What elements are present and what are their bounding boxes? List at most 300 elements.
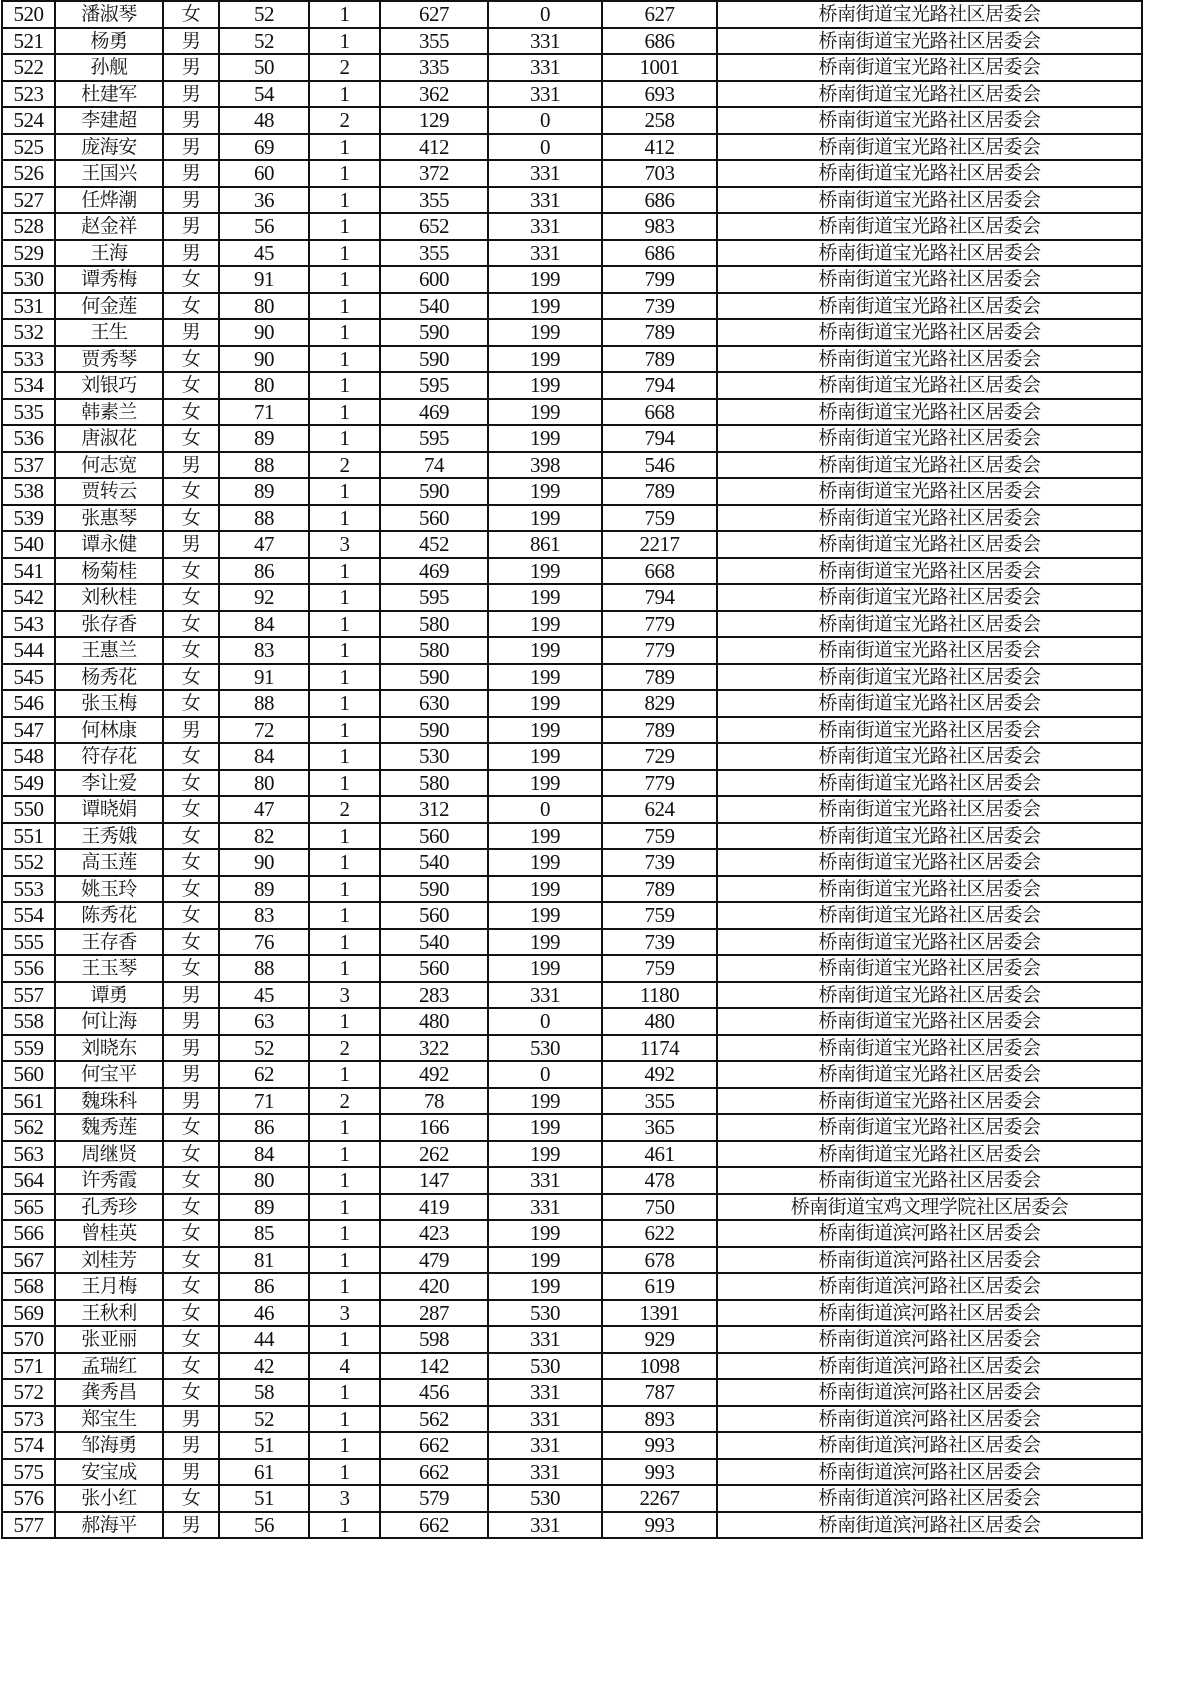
total-amount-cell: 789 [602, 478, 717, 505]
table-row [2, 1088, 1142, 1115]
row-number-cell: 525 [2, 134, 55, 161]
table-row [2, 54, 1142, 81]
age-cell: 76 [219, 929, 309, 956]
community-cell: 桥南街道宝光路社区居委会 [717, 160, 1142, 187]
community-cell: 桥南街道滨河路社区居委会 [717, 1432, 1142, 1459]
row-number-cell: 533 [2, 346, 55, 373]
total-amount-cell: 893 [602, 1406, 717, 1433]
amount-a-cell: 420 [380, 1273, 488, 1300]
gender-cell: 女 [163, 611, 219, 638]
community-cell: 桥南街道宝光路社区居委会 [717, 1, 1142, 28]
name-cell: 谭秀梅 [55, 266, 163, 293]
amount-a-cell: 540 [380, 293, 488, 320]
amount-b-cell: 199 [488, 611, 602, 638]
amount-a-cell: 419 [380, 1194, 488, 1221]
gender-cell: 男 [163, 982, 219, 1009]
age-cell: 90 [219, 319, 309, 346]
community-cell: 桥南街道宝光路社区居委会 [717, 1008, 1142, 1035]
household-size-cell: 3 [309, 531, 380, 558]
community-cell: 桥南街道宝光路社区居委会 [717, 955, 1142, 982]
table-row [2, 1273, 1142, 1300]
row-number-cell: 563 [2, 1141, 55, 1168]
name-cell: 何金莲 [55, 293, 163, 320]
name-cell: 刘秋桂 [55, 584, 163, 611]
total-amount-cell: 619 [602, 1273, 717, 1300]
gender-cell: 男 [163, 1088, 219, 1115]
household-size-cell: 1 [309, 1247, 380, 1274]
row-number-cell: 530 [2, 266, 55, 293]
total-amount-cell: 480 [602, 1008, 717, 1035]
row-number-cell: 558 [2, 1008, 55, 1035]
table-row [2, 1, 1142, 28]
name-cell: 孔秀珍 [55, 1194, 163, 1221]
amount-b-cell: 199 [488, 266, 602, 293]
amount-b-cell: 199 [488, 1247, 602, 1274]
name-cell: 邹海勇 [55, 1432, 163, 1459]
name-cell: 张小红 [55, 1485, 163, 1512]
gender-cell: 女 [163, 955, 219, 982]
age-cell: 88 [219, 452, 309, 479]
amount-b-cell: 398 [488, 452, 602, 479]
table-row [2, 796, 1142, 823]
age-cell: 52 [219, 1035, 309, 1062]
household-size-cell: 2 [309, 1088, 380, 1115]
household-size-cell: 1 [309, 213, 380, 240]
amount-a-cell: 580 [380, 637, 488, 664]
community-cell: 桥南街道宝光路社区居委会 [717, 584, 1142, 611]
total-amount-cell: 492 [602, 1061, 717, 1088]
name-cell: 张存香 [55, 611, 163, 638]
household-size-cell: 1 [309, 240, 380, 267]
amount-b-cell: 199 [488, 1088, 602, 1115]
row-number-cell: 555 [2, 929, 55, 956]
amount-a-cell: 590 [380, 478, 488, 505]
household-size-cell: 1 [309, 823, 380, 850]
table-row [2, 1061, 1142, 1088]
row-number-cell: 547 [2, 717, 55, 744]
name-cell: 赵金祥 [55, 213, 163, 240]
amount-b-cell: 331 [488, 240, 602, 267]
name-cell: 李让爱 [55, 770, 163, 797]
household-size-cell: 1 [309, 876, 380, 903]
age-cell: 88 [219, 505, 309, 532]
amount-b-cell: 331 [488, 1194, 602, 1221]
name-cell: 周继贤 [55, 1141, 163, 1168]
amount-a-cell: 372 [380, 160, 488, 187]
amount-a-cell: 562 [380, 1406, 488, 1433]
amount-b-cell: 199 [488, 717, 602, 744]
community-cell: 桥南街道宝光路社区居委会 [717, 372, 1142, 399]
row-number-cell: 562 [2, 1114, 55, 1141]
household-size-cell: 1 [309, 28, 380, 55]
table-row [2, 823, 1142, 850]
total-amount-cell: 993 [602, 1459, 717, 1486]
name-cell: 孙舰 [55, 54, 163, 81]
row-number-cell: 541 [2, 558, 55, 585]
table-row [2, 1512, 1142, 1539]
household-size-cell: 1 [309, 319, 380, 346]
household-size-cell: 1 [309, 293, 380, 320]
name-cell: 何志宽 [55, 452, 163, 479]
amount-a-cell: 560 [380, 505, 488, 532]
gender-cell: 男 [163, 1008, 219, 1035]
row-number-cell: 549 [2, 770, 55, 797]
row-number-cell: 576 [2, 1485, 55, 1512]
age-cell: 91 [219, 664, 309, 691]
row-number-cell: 546 [2, 690, 55, 717]
total-amount-cell: 1098 [602, 1353, 717, 1380]
total-amount-cell: 759 [602, 955, 717, 982]
name-cell: 任烨潮 [55, 187, 163, 214]
gender-cell: 女 [163, 1, 219, 28]
age-cell: 60 [219, 160, 309, 187]
amount-b-cell: 199 [488, 1141, 602, 1168]
gender-cell: 女 [163, 743, 219, 770]
amount-a-cell: 78 [380, 1088, 488, 1115]
table-row [2, 81, 1142, 108]
amount-b-cell: 199 [488, 929, 602, 956]
gender-cell: 男 [163, 319, 219, 346]
gender-cell: 女 [163, 770, 219, 797]
total-amount-cell: 794 [602, 425, 717, 452]
age-cell: 83 [219, 902, 309, 929]
row-number-cell: 573 [2, 1406, 55, 1433]
total-amount-cell: 799 [602, 266, 717, 293]
table-row [2, 452, 1142, 479]
amount-a-cell: 662 [380, 1432, 488, 1459]
age-cell: 36 [219, 187, 309, 214]
total-amount-cell: 678 [602, 1247, 717, 1274]
row-number-cell: 577 [2, 1512, 55, 1539]
gender-cell: 男 [163, 1406, 219, 1433]
row-number-cell: 569 [2, 1300, 55, 1327]
household-size-cell: 1 [309, 770, 380, 797]
row-number-cell: 522 [2, 54, 55, 81]
amount-a-cell: 355 [380, 28, 488, 55]
amount-a-cell: 590 [380, 346, 488, 373]
total-amount-cell: 789 [602, 346, 717, 373]
community-cell: 桥南街道宝光路社区居委会 [717, 902, 1142, 929]
community-cell: 桥南街道宝光路社区居委会 [717, 1114, 1142, 1141]
gender-cell: 女 [163, 425, 219, 452]
community-cell: 桥南街道滨河路社区居委会 [717, 1326, 1142, 1353]
total-amount-cell: 546 [602, 452, 717, 479]
community-cell: 桥南街道滨河路社区居委会 [717, 1406, 1142, 1433]
table-row [2, 1300, 1142, 1327]
amount-b-cell: 331 [488, 1432, 602, 1459]
row-number-cell: 536 [2, 425, 55, 452]
gender-cell: 男 [163, 1432, 219, 1459]
community-cell: 桥南街道宝光路社区居委会 [717, 28, 1142, 55]
name-cell: 谭勇 [55, 982, 163, 1009]
community-cell: 桥南街道宝鸡文理学院社区居委会 [717, 1194, 1142, 1221]
name-cell: 韩素兰 [55, 399, 163, 426]
amount-a-cell: 312 [380, 796, 488, 823]
total-amount-cell: 2217 [602, 531, 717, 558]
community-cell: 桥南街道宝光路社区居委会 [717, 717, 1142, 744]
community-cell: 桥南街道宝光路社区居委会 [717, 743, 1142, 770]
age-cell: 61 [219, 1459, 309, 1486]
community-cell: 桥南街道宝光路社区居委会 [717, 425, 1142, 452]
total-amount-cell: 412 [602, 134, 717, 161]
row-number-cell: 552 [2, 849, 55, 876]
household-size-cell: 1 [309, 743, 380, 770]
amount-a-cell: 355 [380, 187, 488, 214]
total-amount-cell: 759 [602, 902, 717, 929]
table-row [2, 266, 1142, 293]
community-cell: 桥南街道宝光路社区居委会 [717, 107, 1142, 134]
row-number-cell: 571 [2, 1353, 55, 1380]
name-cell: 孟瑞红 [55, 1353, 163, 1380]
total-amount-cell: 355 [602, 1088, 717, 1115]
amount-b-cell: 331 [488, 81, 602, 108]
household-size-cell: 1 [309, 266, 380, 293]
name-cell: 何林康 [55, 717, 163, 744]
community-cell: 桥南街道滨河路社区居委会 [717, 1353, 1142, 1380]
total-amount-cell: 478 [602, 1167, 717, 1194]
table-row [2, 1406, 1142, 1433]
community-cell: 桥南街道宝光路社区居委会 [717, 823, 1142, 850]
age-cell: 85 [219, 1220, 309, 1247]
amount-a-cell: 322 [380, 1035, 488, 1062]
row-number-cell: 557 [2, 982, 55, 1009]
total-amount-cell: 2267 [602, 1485, 717, 1512]
name-cell: 唐淑花 [55, 425, 163, 452]
name-cell: 刘晓东 [55, 1035, 163, 1062]
amount-b-cell: 331 [488, 160, 602, 187]
table-row [2, 1459, 1142, 1486]
name-cell: 王惠兰 [55, 637, 163, 664]
age-cell: 46 [219, 1300, 309, 1327]
community-cell: 桥南街道滨河路社区居委会 [717, 1273, 1142, 1300]
household-size-cell: 1 [309, 637, 380, 664]
household-size-cell: 1 [309, 1379, 380, 1406]
amount-a-cell: 560 [380, 823, 488, 850]
table-row [2, 982, 1142, 1009]
table-row [2, 1432, 1142, 1459]
row-number-cell: 545 [2, 664, 55, 691]
amount-b-cell: 199 [488, 558, 602, 585]
row-number-cell: 543 [2, 611, 55, 638]
household-size-cell: 1 [309, 717, 380, 744]
household-size-cell: 1 [309, 1220, 380, 1247]
name-cell: 贾秀琴 [55, 346, 163, 373]
total-amount-cell: 787 [602, 1379, 717, 1406]
table-row [2, 107, 1142, 134]
household-size-cell: 3 [309, 1485, 380, 1512]
household-size-cell: 1 [309, 955, 380, 982]
table-row [2, 505, 1142, 532]
amount-a-cell: 560 [380, 955, 488, 982]
household-size-cell: 3 [309, 1300, 380, 1327]
row-number-cell: 526 [2, 160, 55, 187]
community-cell: 桥南街道宝光路社区居委会 [717, 876, 1142, 903]
community-cell: 桥南街道宝光路社区居委会 [717, 1061, 1142, 1088]
row-number-cell: 523 [2, 81, 55, 108]
community-cell: 桥南街道宝光路社区居委会 [717, 346, 1142, 373]
amount-b-cell: 199 [488, 319, 602, 346]
row-number-cell: 561 [2, 1088, 55, 1115]
amount-a-cell: 335 [380, 54, 488, 81]
row-number-cell: 537 [2, 452, 55, 479]
community-cell: 桥南街道滨河路社区居委会 [717, 1247, 1142, 1274]
household-size-cell: 1 [309, 690, 380, 717]
table-row [2, 531, 1142, 558]
community-cell: 桥南街道宝光路社区居委会 [717, 319, 1142, 346]
name-cell: 杜建军 [55, 81, 163, 108]
amount-b-cell: 331 [488, 1406, 602, 1433]
gender-cell: 女 [163, 1353, 219, 1380]
age-cell: 88 [219, 690, 309, 717]
name-cell: 王玉琴 [55, 955, 163, 982]
gender-cell: 女 [163, 346, 219, 373]
household-size-cell: 3 [309, 982, 380, 1009]
gender-cell: 女 [163, 664, 219, 691]
amount-b-cell: 331 [488, 1326, 602, 1353]
age-cell: 52 [219, 1406, 309, 1433]
community-cell: 桥南街道滨河路社区居委会 [717, 1220, 1142, 1247]
amount-a-cell: 595 [380, 584, 488, 611]
name-cell: 曾桂英 [55, 1220, 163, 1247]
age-cell: 81 [219, 1247, 309, 1274]
amount-a-cell: 74 [380, 452, 488, 479]
age-cell: 90 [219, 346, 309, 373]
household-size-cell: 1 [309, 1114, 380, 1141]
amount-b-cell: 331 [488, 54, 602, 81]
amount-a-cell: 283 [380, 982, 488, 1009]
amount-a-cell: 652 [380, 213, 488, 240]
total-amount-cell: 686 [602, 187, 717, 214]
table-row [2, 28, 1142, 55]
total-amount-cell: 703 [602, 160, 717, 187]
total-amount-cell: 759 [602, 505, 717, 532]
community-cell: 桥南街道宝光路社区居委会 [717, 690, 1142, 717]
gender-cell: 女 [163, 876, 219, 903]
household-size-cell: 1 [309, 1167, 380, 1194]
row-number-cell: 550 [2, 796, 55, 823]
name-cell: 王国兴 [55, 160, 163, 187]
age-cell: 80 [219, 372, 309, 399]
community-cell: 桥南街道滨河路社区居委会 [717, 1379, 1142, 1406]
age-cell: 69 [219, 134, 309, 161]
row-number-cell: 567 [2, 1247, 55, 1274]
age-cell: 86 [219, 558, 309, 585]
community-cell: 桥南街道宝光路社区居委会 [717, 81, 1142, 108]
table-row [2, 743, 1142, 770]
amount-b-cell: 199 [488, 505, 602, 532]
table-row [2, 664, 1142, 691]
household-size-cell: 1 [309, 1459, 380, 1486]
name-cell: 郑宝生 [55, 1406, 163, 1433]
gender-cell: 女 [163, 478, 219, 505]
name-cell: 许秀霞 [55, 1167, 163, 1194]
amount-b-cell: 331 [488, 982, 602, 1009]
row-number-cell: 524 [2, 107, 55, 134]
amount-a-cell: 142 [380, 1353, 488, 1380]
row-number-cell: 548 [2, 743, 55, 770]
age-cell: 54 [219, 81, 309, 108]
household-size-cell: 1 [309, 558, 380, 585]
community-cell: 桥南街道宝光路社区居委会 [717, 478, 1142, 505]
gender-cell: 男 [163, 1512, 219, 1539]
household-size-cell: 1 [309, 425, 380, 452]
gender-cell: 女 [163, 1273, 219, 1300]
community-cell: 桥南街道滨河路社区居委会 [717, 1300, 1142, 1327]
amount-b-cell: 199 [488, 584, 602, 611]
name-cell: 王生 [55, 319, 163, 346]
amount-b-cell: 331 [488, 213, 602, 240]
total-amount-cell: 779 [602, 770, 717, 797]
amount-a-cell: 469 [380, 399, 488, 426]
amount-b-cell: 199 [488, 399, 602, 426]
row-number-cell: 534 [2, 372, 55, 399]
household-size-cell: 1 [309, 1194, 380, 1221]
age-cell: 45 [219, 240, 309, 267]
gender-cell: 女 [163, 1194, 219, 1221]
amount-a-cell: 595 [380, 372, 488, 399]
name-cell: 杨菊桂 [55, 558, 163, 585]
total-amount-cell: 627 [602, 1, 717, 28]
amount-b-cell: 331 [488, 1379, 602, 1406]
name-cell: 龚秀昌 [55, 1379, 163, 1406]
row-number-cell: 565 [2, 1194, 55, 1221]
amount-a-cell: 598 [380, 1326, 488, 1353]
household-size-cell: 1 [309, 584, 380, 611]
household-size-cell: 2 [309, 796, 380, 823]
amount-a-cell: 469 [380, 558, 488, 585]
community-cell: 桥南街道宝光路社区居委会 [717, 399, 1142, 426]
community-cell: 桥南街道宝光路社区居委会 [717, 452, 1142, 479]
age-cell: 44 [219, 1326, 309, 1353]
amount-b-cell: 331 [488, 1512, 602, 1539]
table-row [2, 399, 1142, 426]
gender-cell: 女 [163, 796, 219, 823]
row-number-cell: 559 [2, 1035, 55, 1062]
amount-b-cell: 199 [488, 293, 602, 320]
gender-cell: 男 [163, 107, 219, 134]
name-cell: 王海 [55, 240, 163, 267]
age-cell: 92 [219, 584, 309, 611]
community-cell: 桥南街道宝光路社区居委会 [717, 187, 1142, 214]
table-row [2, 1035, 1142, 1062]
row-number-cell: 575 [2, 1459, 55, 1486]
table-row [2, 611, 1142, 638]
row-number-cell: 564 [2, 1167, 55, 1194]
amount-a-cell: 355 [380, 240, 488, 267]
total-amount-cell: 365 [602, 1114, 717, 1141]
total-amount-cell: 739 [602, 849, 717, 876]
gender-cell: 女 [163, 293, 219, 320]
community-cell: 桥南街道宝光路社区居委会 [717, 531, 1142, 558]
age-cell: 63 [219, 1008, 309, 1035]
community-cell: 桥南街道宝光路社区居委会 [717, 796, 1142, 823]
gender-cell: 女 [163, 1141, 219, 1168]
community-cell: 桥南街道宝光路社区居委会 [717, 134, 1142, 161]
community-cell: 桥南街道宝光路社区居委会 [717, 54, 1142, 81]
community-cell: 桥南街道宝光路社区居委会 [717, 240, 1142, 267]
name-cell: 刘桂芳 [55, 1247, 163, 1274]
amount-b-cell: 530 [488, 1485, 602, 1512]
amount-b-cell: 199 [488, 425, 602, 452]
age-cell: 71 [219, 1088, 309, 1115]
gender-cell: 男 [163, 213, 219, 240]
age-cell: 71 [219, 399, 309, 426]
gender-cell: 男 [163, 187, 219, 214]
age-cell: 72 [219, 717, 309, 744]
table-row [2, 1220, 1142, 1247]
gender-cell: 男 [163, 531, 219, 558]
name-cell: 魏秀莲 [55, 1114, 163, 1141]
